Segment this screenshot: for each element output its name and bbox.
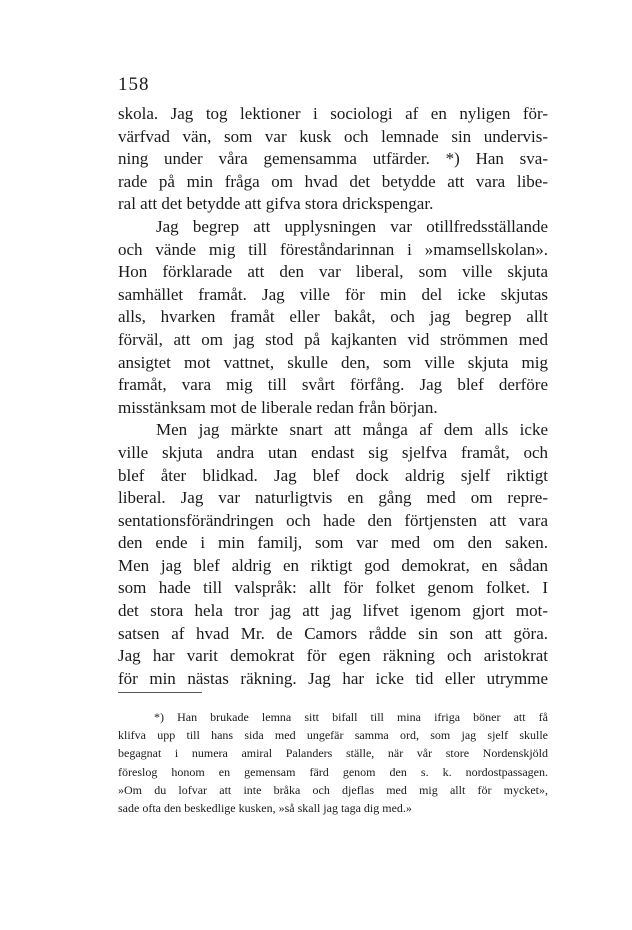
text-line: misstänksam mot de liberale redan från början. [118,397,438,417]
text-line: ral att det betydde att gifva stora drickspengar. [118,194,434,214]
text-line: Men jag märkte snart att många af dem alls icke [156,420,548,440]
text-line: rade på min fråga om hvad det betydde att vara libe- [118,171,548,191]
text-line: skola. Jag tog lektioner i sociologi af en nyligen för- [118,104,548,123]
text-line: satsen af hvad Mr. de Camors rådde sin son att göra. [118,623,548,643]
text-line: ansigtet mot vattnet, skulle den, som ville skjuta mig [118,352,548,372]
text-line: Men jag blef aldrig en riktigt god demokrat, en sådan [118,555,548,575]
footnote-line: *) Han brukade lemna sitt bifall till mina ifriga böner att få [154,710,548,724]
text-line: samhället framåt. Jag ville för min del icke skjutas [118,284,548,304]
text-line: Jag begrep att upplysningen var otillfredsställande [156,216,548,236]
footnote-rule [118,692,202,693]
text-line: framåt, vara mig till svårt förfång. Jag blef derföre [118,375,548,395]
body-text [118,103,548,690]
text-line: den ende i min familj, som var med om den saken. [118,533,548,553]
text-line: liberal. Jag var naturligtvis en gång med om repre- [118,488,548,508]
text-line: Jag har varit demokrat för egen räkning och aristokrat [118,646,548,666]
text-line: det stora hela tror jag att jag lifvet igenom gjort mot- [118,601,548,621]
text-line: Hon förklarade att den var liberal, som ville skjuta [118,262,548,282]
text-line: och vände mig till föreståndarinnan i »mamsellskolan». [118,239,548,259]
text-line: som hade till valspråk: allt för folket genom folket. I [118,578,548,598]
page-number: 158 [118,74,150,95]
footnote-line: sade ofta den beskedlige kusken, »så skall jag taga dig med.» [118,800,412,815]
text-line: blef åter blidkad. Jag blef dock aldrig sjelf riktigt [118,465,548,485]
footnote [118,708,548,817]
text-line: ning under våra gemensamma utfärder. *) Han sva- [118,149,548,169]
text-line: ville skjuta andra utan endast sig sjelfva framåt, och [118,442,548,462]
text-line: sentationsförändringen och hade den förtjensten att vara [118,510,548,530]
text-line: för min nästas räkning. Jag har icke tid eller utrymme [118,668,548,688]
text-line: förväl, att om jag stod på kajkanten vid strömmen med [118,329,548,349]
footnote-line: »Om du lofvar att inte bråka och djeflas med mig allt för mycket», [118,782,548,797]
text-line: värfvad vän, som var kusk och lemnade sin undervis- [118,126,548,146]
text-line: alls, hvarken framåt eller bakåt, och jag begrep allt [118,307,548,327]
footnote-line: klifva upp till hans sida med ungefär samma ord, som jag sjelf skulle [118,728,548,743]
footnote-line: begagnat i numera amiral Palanders ställe, när vår store Nordenskjöld [118,746,548,761]
footnote-line: föreslog honom en gemensam färd genom den s. k. nordostpassagen. [118,764,548,779]
